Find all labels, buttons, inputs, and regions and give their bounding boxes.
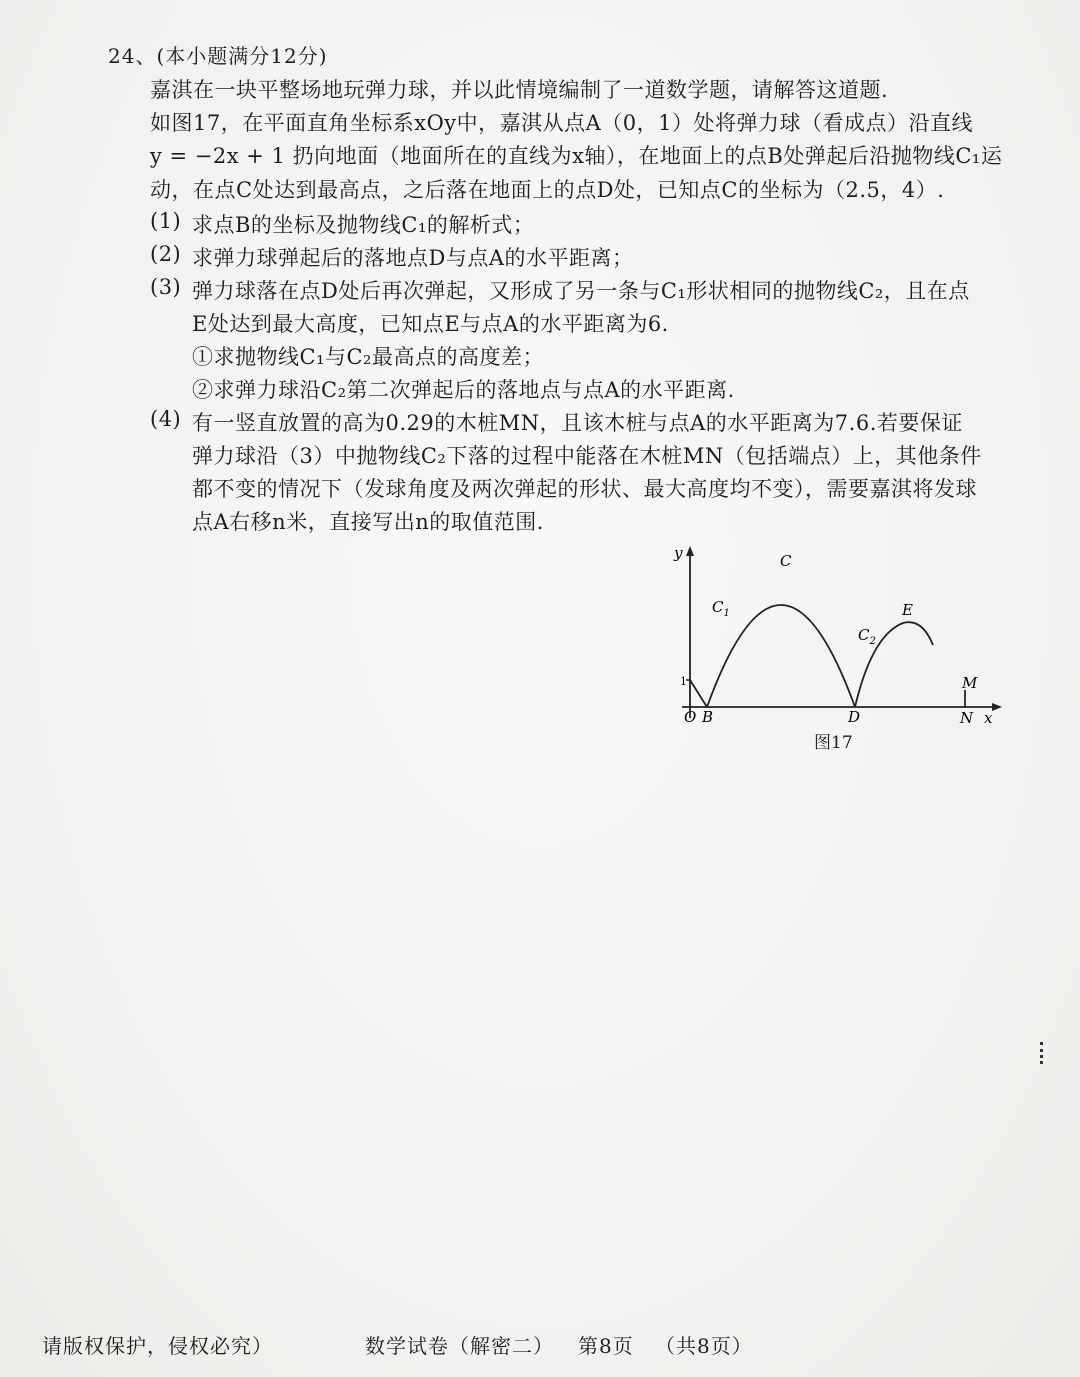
footer-copyright: 请版权保护，侵权必究） <box>42 1334 273 1358</box>
part-3-line-3: ①求抛物线C₁与C₂最高点的高度差； <box>192 345 544 369</box>
label-c2: $C_2$ <box>858 626 876 647</box>
footer-total: （共8页） <box>655 1334 753 1358</box>
scan-mark <box>1040 1042 1047 1064</box>
label-e: E <box>902 601 913 619</box>
footer-page: 第8页 <box>578 1334 634 1358</box>
footer-exam-title: 数学试卷（解密二） <box>365 1334 554 1358</box>
stem-line-1: 如图17，在平面直角坐标系xOy中，嘉淇从点A（0，1）处将弹力球（看成点）沿直线 <box>150 111 974 135</box>
part-1-label: (1) <box>150 209 182 233</box>
part-1-text: 求点B的坐标及抛物线C₁的解析式； <box>192 213 535 237</box>
x-axis-arrow <box>992 703 1002 711</box>
part-4-line-3: 都不变的情况下（发球角度及两次弹起的形状、最大高度均不变），需要嘉淇将发球 <box>192 477 977 501</box>
part-3-line-4: ②求弹力球沿C₂第二次弹起后的落地点与点A的水平距离. <box>192 378 735 402</box>
y-axis-arrow <box>686 546 694 556</box>
part-3-line-1: 弹力球落在点D处后再次弹起，又形成了另一条与C₁形状相同的抛物线C₂，且在点 <box>192 279 970 303</box>
label-y: y <box>674 544 683 562</box>
figure-17 <box>660 540 1020 760</box>
label-d: D <box>848 708 861 726</box>
figure-caption: 图17 <box>814 733 853 753</box>
part-2-text: 求弹力球弹起后的落地点D与点A的水平距离； <box>192 246 634 270</box>
score-note: (本小题满分12分) <box>156 44 328 68</box>
question-intro: 嘉淇在一块平整场地玩弹力球，并以此情境编制了一道数学题，请解答这道题. <box>150 78 889 102</box>
label-x: x <box>984 709 993 727</box>
label-n: N <box>960 709 974 727</box>
part-4-line-4: 点A右移n米，直接写出n的取值范围. <box>192 510 544 534</box>
label-c: C <box>780 552 792 570</box>
part-4-line-2: 弹力球沿（3）中抛物线C₂下落的过程中能落在木桩MN（包括端点）上，其他条件 <box>192 444 982 468</box>
label-origin: O <box>684 708 697 726</box>
part-3-line-2: E处达到最大高度，已知点E与点A的水平距离为6. <box>192 312 669 336</box>
part-4-line-1: 有一竖直放置的高为0.29的木桩MN，且该木桩与点A的水平距离为7.6.若要保证 <box>192 411 963 435</box>
parabola-c1 <box>707 605 855 707</box>
part-3-label: (3) <box>150 275 182 299</box>
launch-line <box>690 680 707 707</box>
part-2-label: (2) <box>150 242 182 266</box>
stem-line-3: 动，在点C处达到最高点，之后落在地面上的点D处，已知点C的坐标为（2.5，4）. <box>150 178 945 202</box>
label-m: M <box>962 674 978 692</box>
question-header <box>108 40 328 69</box>
label-c1: $C_1$ <box>712 598 730 619</box>
label-b: B <box>702 708 714 726</box>
part-4-label: (4) <box>150 407 182 431</box>
question-number: 24、 <box>108 44 157 68</box>
stem-line-2: y = −2x + 1 扔向地面（地面所在的直线为x轴），在地面上的点B处弹起后沿抛物线C₁运 <box>150 144 1003 168</box>
label-one: 1 <box>680 675 687 688</box>
